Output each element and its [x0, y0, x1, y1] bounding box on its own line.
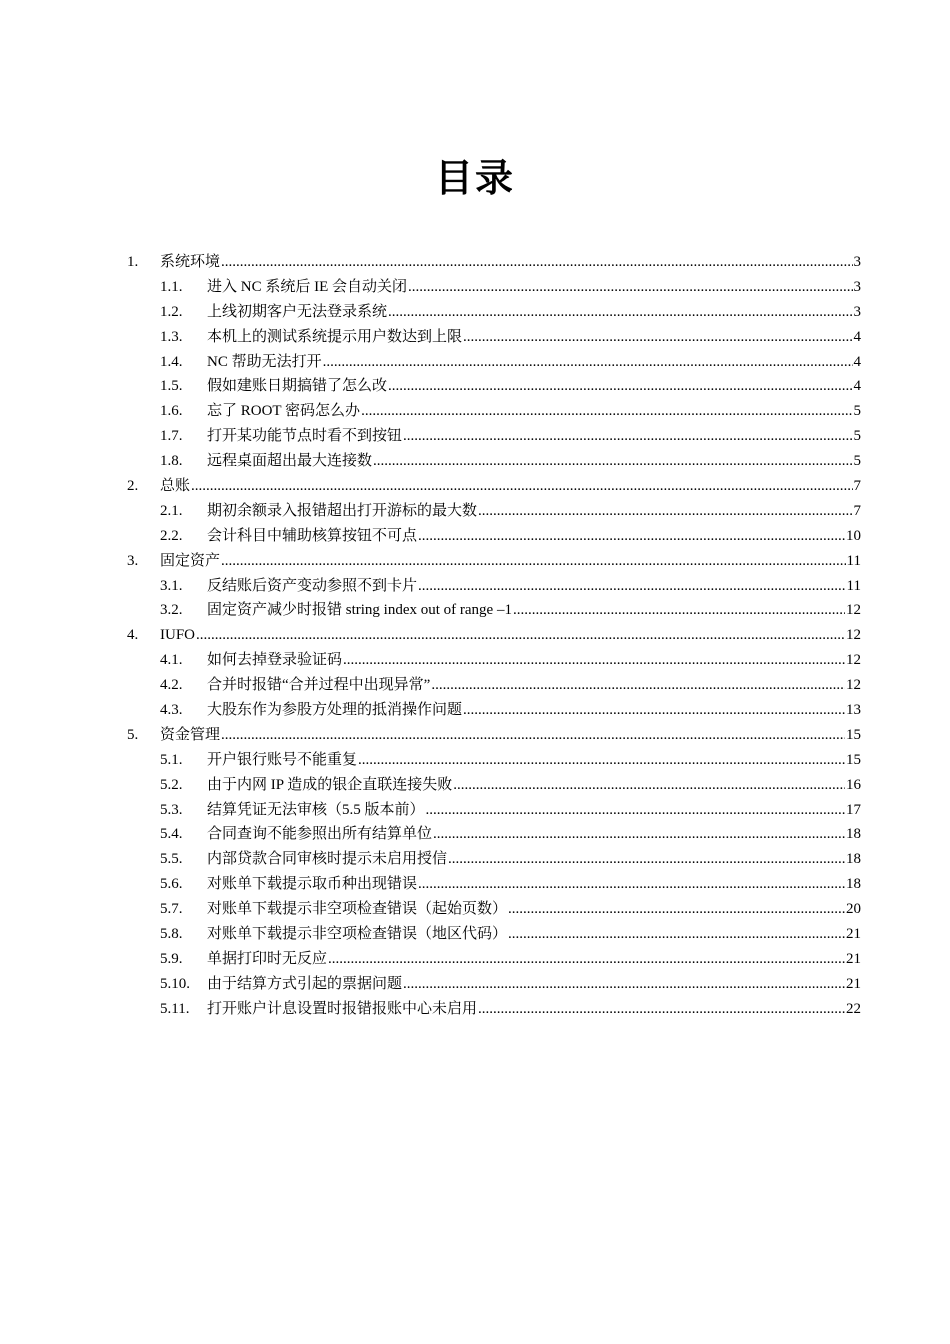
toc-dot-leader [343, 648, 845, 673]
toc-entry-title: 固定资产 [160, 552, 221, 569]
toc-entry-number: 3.2. [160, 602, 183, 619]
toc-entry-number: 5.4. [160, 826, 183, 843]
toc-entry-page-number: 7 [853, 502, 861, 519]
toc-entry-number: 5.6. [160, 876, 183, 893]
toc-dot-leader [388, 374, 852, 399]
toc-entry-page-number: 11 [846, 552, 861, 569]
toc-entry[interactable] [0, 524, 950, 549]
toc-entry-page-number: 20 [846, 901, 861, 918]
toc-entry-title: 合并时报错“合并过程中出现异常” [207, 677, 431, 694]
toc-entry-line [207, 872, 861, 897]
toc-entry-title: 对账单下载提示非空项检查错误（起始页数） [207, 901, 508, 918]
toc-entry-line [207, 275, 861, 300]
toc-entry-title: 本机上的测试系统提示用户数达到上限 [207, 328, 463, 345]
toc-entry-page-number: 5 [853, 403, 861, 420]
toc-entry-page-number: 3 [853, 254, 861, 270]
toc-entry-line [207, 897, 861, 922]
toc-dot-leader [373, 449, 852, 474]
toc-entry-title: 大股东作为参股方处理的抵消操作问题 [207, 702, 463, 719]
toc-dot-leader [403, 972, 845, 997]
toc-entry-number: 5.8. [160, 926, 183, 943]
toc-entry-number: 4. [127, 627, 139, 644]
toc-entry-line [207, 325, 861, 350]
toc-entry-line [207, 773, 861, 798]
toc-entry[interactable] [0, 350, 950, 375]
toc-entry-number: 1.8. [160, 453, 183, 470]
toc-entry-title: 合同查询不能参照出所有结算单位 [207, 826, 433, 843]
toc-entry-page-number: 18 [846, 851, 861, 868]
toc-entry[interactable] [0, 698, 950, 723]
toc-entry-line [207, 374, 861, 399]
toc-entry-line [207, 698, 861, 723]
toc-entry-line [207, 598, 861, 623]
toc-entry-line [207, 424, 861, 449]
toc-entry[interactable] [0, 449, 950, 474]
toc-entry-line [207, 300, 861, 325]
toc-dot-leader [408, 275, 853, 300]
toc-entry-number: 2.1. [160, 502, 183, 519]
toc-entry-line [207, 997, 861, 1022]
toc-entry-page-number: 7 [853, 478, 861, 495]
toc-entry-page-number: 5 [853, 453, 861, 470]
toc-entry[interactable] [0, 748, 950, 773]
toc-entry-line [207, 798, 861, 823]
toc-entry-line [207, 524, 861, 549]
table-of-contents [0, 250, 950, 1022]
toc-entry-title: 由于结算方式引起的票据问题 [207, 975, 403, 992]
toc-entry[interactable] [0, 673, 950, 698]
toc-entry-title: 远程桌面超出最大连接数 [207, 453, 373, 470]
toc-dot-leader [463, 698, 845, 723]
toc-entry-page-number: 12 [846, 602, 861, 619]
toc-dot-leader [323, 350, 853, 375]
toc-entry-line [160, 250, 861, 275]
toc-entry-title: 期初余额录入报错超出打开游标的最大数 [207, 502, 478, 519]
toc-entry[interactable] [0, 773, 950, 798]
toc-entry-line [160, 474, 861, 499]
toc-dot-leader [426, 798, 845, 823]
toc-dot-leader [478, 499, 852, 524]
toc-entry-number: 5.1. [160, 751, 183, 768]
toc-dot-leader [221, 549, 846, 574]
toc-entry-number: 2. [127, 478, 139, 495]
toc-entry-number: 1.7. [160, 428, 183, 445]
toc-entry[interactable] [0, 847, 950, 872]
toc-entry-number: 5.5. [160, 851, 183, 868]
toc-entry-line [207, 648, 861, 673]
toc-entry[interactable] [0, 598, 950, 623]
page-title: 目录 [434, 156, 515, 200]
toc-entry-line [207, 847, 861, 872]
toc-entry-page-number: 12 [846, 677, 861, 694]
toc-entry-number: 5.3. [160, 801, 183, 818]
toc-dot-leader [453, 773, 845, 798]
toc-entry-number: 5.9. [160, 950, 183, 967]
toc-entry-number: 1.4. [160, 353, 183, 370]
toc-entry[interactable] [0, 997, 950, 1022]
toc-entry-number: 1.2. [160, 303, 183, 320]
toc-entry-line [160, 623, 861, 648]
toc-dot-leader [508, 922, 845, 947]
toc-entry-title: 固定资产减少时报错 string index out of range –1 [207, 602, 512, 619]
toc-entry-line [207, 972, 861, 997]
toc-dot-leader [221, 250, 852, 275]
toc-entry[interactable] [0, 623, 950, 648]
toc-dot-leader [431, 673, 845, 698]
toc-entry[interactable] [0, 822, 950, 847]
toc-entry[interactable] [0, 648, 950, 673]
toc-dot-leader [508, 897, 845, 922]
toc-entry-line [207, 748, 861, 773]
toc-entry-title: 打开某功能节点时看不到按钮 [207, 428, 403, 445]
toc-entry-number: 5.11. [160, 1000, 190, 1017]
toc-entry-page-number: 11 [846, 577, 861, 594]
toc-entry-line [207, 673, 861, 698]
toc-dot-leader [448, 847, 845, 872]
toc-dot-leader [418, 574, 846, 599]
toc-dot-leader [513, 598, 845, 623]
toc-dot-leader [358, 748, 845, 773]
toc-entry-number: 1.1. [160, 278, 183, 295]
toc-entry-number: 4.2. [160, 677, 183, 694]
toc-entry[interactable] [0, 325, 950, 350]
toc-entry-title: 对账单下载提示非空项检查错误（地区代码） [207, 926, 508, 943]
toc-entry-page-number: 18 [846, 876, 861, 893]
toc-dot-leader [221, 723, 845, 748]
toc-entry-page-number: 4 [853, 353, 861, 370]
toc-entry-page-number: 4 [853, 378, 861, 395]
toc-entry-line [160, 549, 861, 574]
toc-entry[interactable] [0, 424, 950, 449]
toc-entry-page-number: 22 [846, 1000, 861, 1017]
toc-entry-page-number: 17 [846, 801, 861, 818]
toc-entry[interactable] [0, 499, 950, 524]
toc-entry-page-number: 18 [846, 826, 861, 843]
toc-entry-page-number: 15 [846, 726, 861, 743]
toc-entry[interactable] [0, 972, 950, 997]
toc-dot-leader [403, 424, 852, 449]
toc-entry-page-number: 12 [846, 652, 861, 669]
toc-entry[interactable] [0, 374, 950, 399]
toc-entry-line [207, 822, 861, 847]
toc-dot-leader [418, 524, 845, 549]
toc-dot-leader [418, 872, 845, 897]
toc-entry[interactable] [0, 399, 950, 424]
toc-entry-title: 结算凭证无法审核（5.5 版本前） [207, 801, 425, 818]
toc-entry[interactable] [0, 723, 950, 748]
toc-entry[interactable] [0, 250, 950, 275]
toc-entry[interactable] [0, 549, 950, 574]
toc-entry-number: 4.1. [160, 652, 183, 669]
toc-entry[interactable] [0, 474, 950, 499]
toc-dot-leader [388, 300, 852, 325]
toc-entry-title: 内部贷款合同审核时提示未启用授信 [207, 851, 448, 868]
toc-entry-title: 会计科目中辅助核算按钮不可点 [207, 527, 418, 544]
toc-entry-title: 由于内网 IP 造成的银企直联连接失败 [207, 776, 453, 793]
toc-entry-page-number: 12 [846, 627, 861, 644]
toc-entry-page-number: 10 [846, 527, 861, 544]
toc-entry[interactable] [0, 922, 950, 947]
toc-entry-number: 2.2. [160, 527, 183, 544]
toc-entry-title: 忘了 ROOT 密码怎么办 [207, 403, 361, 420]
toc-entry-number: 3.1. [160, 577, 183, 594]
toc-dot-leader [361, 399, 852, 424]
toc-entry[interactable] [0, 872, 950, 897]
toc-entry-title: 进入 NC 系统后 IE 会自动关闭 [207, 278, 407, 295]
toc-entry-page-number: 21 [846, 926, 861, 943]
toc-entry-line [207, 449, 861, 474]
toc-entry-title: IUFO [160, 627, 196, 644]
toc-entry-title: 打开账户计息设置时报错报账中心未启用 [207, 1000, 478, 1017]
toc-entry-page-number: 21 [846, 950, 861, 967]
toc-dot-leader [433, 822, 845, 847]
toc-entry-number: 1.5. [160, 378, 183, 395]
toc-entry-number: 4.3. [160, 702, 183, 719]
toc-entry-title: 单据打印时无反应 [207, 950, 328, 967]
toc-entry-title: 对账单下载提示取币种出现错误 [207, 876, 418, 893]
toc-entry-title: 假如建账日期搞错了怎么改 [207, 378, 388, 395]
toc-entry-page-number: 5 [853, 428, 861, 445]
toc-entry-title: 开户银行账号不能重复 [207, 751, 358, 768]
toc-entry-title: 系统环境 [160, 254, 221, 270]
toc-entry-page-number: 3 [853, 303, 861, 320]
toc-entry-page-number: 21 [846, 975, 861, 992]
toc-entry-number: 1.6. [160, 403, 183, 420]
toc-entry-number: 1. [127, 254, 139, 270]
toc-entry-title: 如何去掉登录验证码 [207, 652, 343, 669]
toc-entry[interactable] [0, 574, 950, 599]
toc-entry-number: 5.10. [160, 975, 190, 992]
toc-entry-title: NC 帮助无法打开 [207, 353, 322, 370]
toc-entry-page-number: 13 [846, 702, 861, 719]
toc-entry-line [207, 574, 861, 599]
toc-entry-number: 3. [127, 552, 139, 569]
toc-dot-leader [328, 947, 845, 972]
toc-entry-line [207, 947, 861, 972]
toc-dot-leader [191, 474, 852, 499]
toc-entry-title: 上线初期客户无法登录系统 [207, 303, 388, 320]
toc-entry-line [207, 499, 861, 524]
toc-entry-number: 5.7. [160, 901, 183, 918]
toc-entry-line [207, 350, 861, 375]
toc-entry-title: 资金管理 [160, 726, 221, 743]
toc-dot-leader [478, 997, 845, 1022]
toc-entry-number: 5.2. [160, 776, 183, 793]
toc-entry-page-number: 3 [853, 278, 861, 295]
toc-entry-page-number: 15 [846, 751, 861, 768]
toc-entry-line [207, 399, 861, 424]
toc-entry-page-number: 16 [846, 776, 861, 793]
toc-entry[interactable] [0, 275, 950, 300]
toc-dot-leader [196, 623, 845, 648]
toc-entry[interactable] [0, 798, 950, 823]
toc-entry-page-number: 4 [853, 328, 861, 345]
toc-entry-line [160, 723, 861, 748]
toc-entry-line [207, 922, 861, 947]
toc-entry-title: 反结账后资产变动参照不到卡片 [207, 577, 418, 594]
toc-entry[interactable] [0, 947, 950, 972]
toc-dot-leader [463, 325, 852, 350]
toc-entry[interactable] [0, 300, 950, 325]
toc-entry-title: 总账 [160, 478, 191, 495]
toc-entry-number: 1.3. [160, 328, 183, 345]
toc-entry-number: 5. [127, 726, 139, 743]
toc-entry[interactable] [0, 897, 950, 922]
